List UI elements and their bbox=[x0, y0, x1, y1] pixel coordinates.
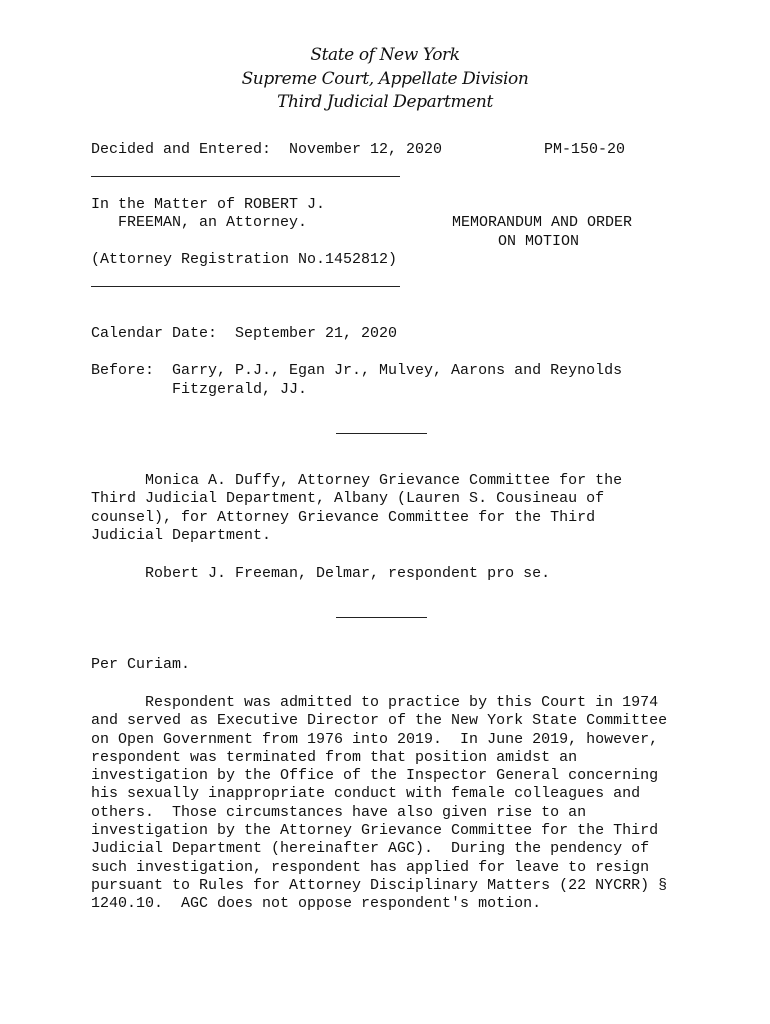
caption-rule-bottom bbox=[91, 286, 400, 287]
text-line: respondent was terminated from that position amidst an bbox=[91, 748, 578, 766]
counsel-paragraph-1 bbox=[91, 472, 691, 545]
text-line: Respondent was admitted to practice by this Court in 1974 bbox=[91, 694, 659, 711]
text-line: and served as Executive Director of the New York State Committee bbox=[91, 712, 668, 730]
text-line: on Open Government from 1976 into 2019. In June 2019, however, bbox=[91, 730, 659, 748]
text-line: such investigation, respondent has applied for leave to resign bbox=[91, 858, 650, 876]
before-judges-line-1: Before: Garry, P.J., Egan Jr., Mulvey, Aarons and Reynolds bbox=[91, 362, 623, 379]
text-line: others. Those circumstances have also given rise to an bbox=[91, 803, 587, 821]
opinion-paragraph-1 bbox=[91, 694, 691, 914]
text-line: 1240.10. AGC does not oppose respondent's motion. bbox=[91, 895, 542, 913]
text-line: Third Judicial Department, Albany (Lauren S. Cousineau of bbox=[91, 490, 605, 508]
per-curiam-heading: Per Curiam. bbox=[91, 656, 191, 673]
text-line: Judicial Department. bbox=[91, 526, 272, 544]
docket-number: PM-150-20 bbox=[544, 141, 626, 158]
text-line: Judicial Department (hereinafter AGC). During the pendency of bbox=[91, 840, 650, 858]
decided-entered: Decided and Entered: November 12, 2020 bbox=[91, 141, 443, 158]
calendar-date: Calendar Date: September 21, 2020 bbox=[91, 325, 398, 342]
court-department: Third Judicial Department bbox=[277, 92, 493, 112]
text-line: investigation by the Office of the Inspector General concerning bbox=[91, 767, 659, 785]
caption-rule-top bbox=[91, 176, 400, 177]
court-header bbox=[0, 44, 770, 115]
counsel-paragraph-2: Robert J. Freeman, Delmar, respondent pro se. bbox=[91, 565, 551, 582]
before-judges-line-2: Fitzgerald, JJ. bbox=[91, 381, 308, 398]
caption-line-2: FREEMAN, an Attorney. bbox=[91, 214, 308, 231]
text-line: Monica A. Duffy, Attorney Grievance Committee for the bbox=[91, 472, 623, 489]
court-name: Supreme Court, Appellate Division bbox=[241, 68, 529, 89]
section-divider-1 bbox=[336, 433, 427, 434]
order-type-line-2: ON MOTION bbox=[498, 233, 580, 250]
text-line: counsel), for Attorney Grievance Committee for the Third bbox=[91, 508, 596, 526]
text-line: pursuant to Rules for Attorney Disciplinary Matters (22 NYCRR) § bbox=[91, 876, 668, 894]
court-state: State of New York bbox=[310, 45, 460, 65]
attorney-registration: (Attorney Registration No.1452812) bbox=[91, 251, 398, 268]
caption-line-1: In the Matter of ROBERT J. bbox=[91, 196, 326, 213]
text-line: his sexually inappropriate conduct with female colleagues and bbox=[91, 785, 641, 803]
order-type-line-1: MEMORANDUM AND ORDER bbox=[452, 214, 633, 231]
text-line: investigation by the Attorney Grievance Committee for the Third bbox=[91, 822, 659, 840]
section-divider-2 bbox=[336, 617, 427, 618]
